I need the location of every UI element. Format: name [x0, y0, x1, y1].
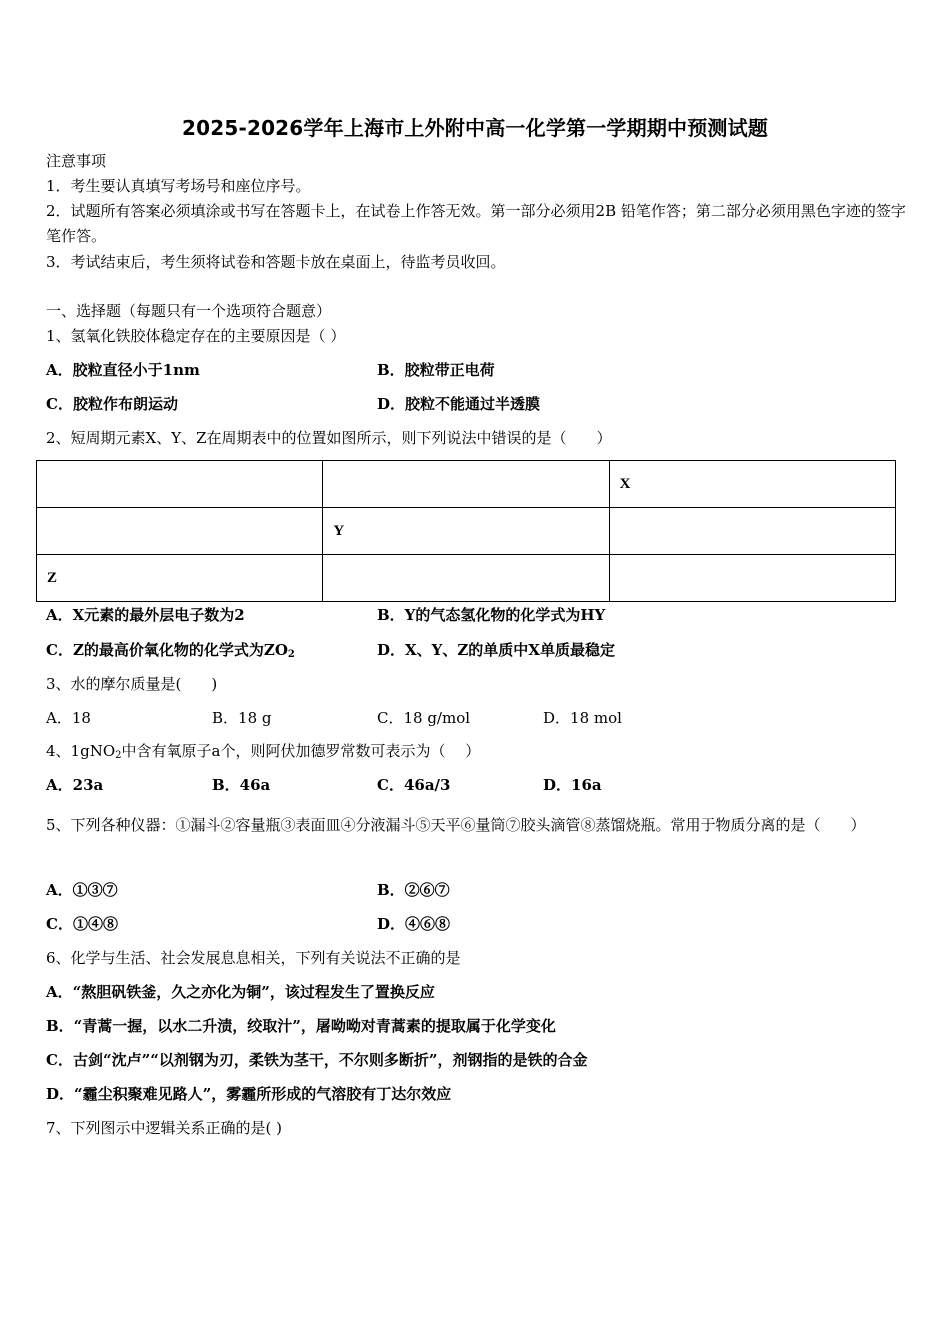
q2-option-b: B．Y的气态氢化物的化学式为HY: [377, 606, 606, 624]
q1-option-d: D．胶粒不能通过半透膜: [377, 395, 541, 413]
grid-cell-z: Z: [37, 555, 323, 602]
q1-stem: 1、氢氧化铁胶体稳定存在的主要原因是（ ）: [46, 327, 346, 345]
q5-option-a: A．①③⑦: [46, 881, 118, 899]
q2-stem: 2、短周期元素X、Y、Z在周期表中的位置如图所示，则下列说法中错误的是（ ）: [46, 429, 612, 447]
q3-option-b: B．18 g: [212, 709, 272, 727]
q5-option-d: D．④⑥⑧: [377, 915, 451, 933]
notice-item-2: 2．试题所有答案必须填涂或书写在答题卡上，在试卷上作答无效。第一部分必须用2B 铅笔作答；第二部分必须用黑色字迹的签字笔作答。: [46, 202, 906, 245]
q4-option-b: B．46a: [212, 776, 271, 794]
q2-option-a: A．X元素的最外层电子数为2: [46, 606, 245, 624]
q4-stem: 4、1gNO$_2$中含有氧原子a个，则阿伏加德罗常数可表示为（ ）: [46, 742, 481, 761]
grid-cell: [323, 555, 609, 602]
q4-option-d: D．16a: [543, 776, 602, 794]
grid-cell: [323, 461, 609, 508]
grid-cell: [37, 461, 323, 508]
q6-option-c: C．古剑“沈卢”“以剂钢为刃，柔铁为茎干，不尔则多断折”，剂钢指的是铁的合金: [46, 1051, 588, 1069]
notice-item-3: 3．考试结束后，考生须将试卷和答题卡放在桌面上，待监考员收回。: [46, 253, 506, 271]
section-heading: 一、选择题（每题只有一个选项符合题意）: [46, 302, 332, 320]
q7-stem: 7、下列图示中逻辑关系正确的是( ): [46, 1119, 283, 1137]
q5-option-b: B．②⑥⑦: [377, 881, 450, 899]
page-title: 2025-2026学年上海市上外附中高一化学第一学期期中预测试题: [181, 116, 769, 140]
notice-item-1: 1．考生要认真填写考场号和座位序号。: [46, 177, 311, 195]
q4-option-a: A．23a: [46, 776, 104, 794]
q6-option-d: D．“霾尘积聚难见路人”，雾霾所形成的气溶胶有丁达尔效应: [46, 1085, 452, 1103]
q5-stem: 5、下列各种仪器：①漏斗②容量瓶③表面皿④分液漏斗⑤天平⑥量筒⑦胶头滴管⑧蒸馏烧瓶。常用于物质分离的是（ ）: [46, 816, 866, 834]
q3-option-d: D．18 mol: [543, 709, 622, 727]
grid-cell: [609, 508, 895, 555]
q4-option-c: C．46a/3: [377, 776, 451, 794]
grid-cell: [609, 555, 895, 602]
q6-stem: 6、化学与生活、社会发展息息相关，下列有关说法不正确的是: [46, 949, 461, 967]
q3-option-c: C．18 g/mol: [377, 709, 471, 727]
q1-option-a: A．胶粒直径小于1nm: [46, 361, 200, 379]
q2-option-c: C．Z的最高价氧化物的化学式为$ZO_2$: [46, 641, 295, 660]
q6-option-b: B．“青蒿一握，以水二升渍，绞取汁”，屠呦呦对青蒿素的提取属于化学变化: [46, 1017, 556, 1035]
grid-cell: [37, 508, 323, 555]
q2-option-d: D．X、Y、Z的单质中X单质最稳定: [377, 641, 615, 659]
grid-cell-x: X: [609, 461, 895, 508]
grid-cell-y: Y: [323, 508, 609, 555]
q1-option-c: C．胶粒作布朗运动: [46, 395, 178, 413]
q5-option-c: C．①④⑧: [46, 915, 118, 933]
periodic-table-grid: [36, 460, 896, 602]
notice-heading: 注意事项: [46, 152, 107, 170]
q6-option-a: A．“熬胆矾铁釜，久之亦化为铜”，该过程发生了置换反应: [46, 983, 435, 1001]
q3-stem: 3、水的摩尔质量是( ): [46, 675, 218, 693]
q3-option-a: A．18: [46, 709, 91, 727]
q1-option-b: B．胶粒带正电荷: [377, 361, 495, 379]
